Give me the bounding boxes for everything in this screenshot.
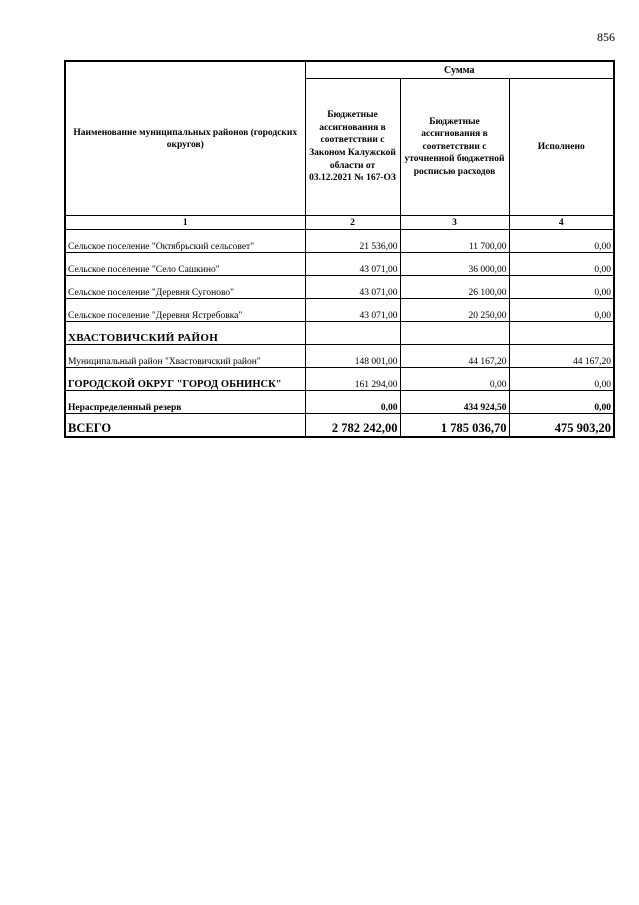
total-row: [65, 414, 614, 438]
table-row: [65, 299, 614, 322]
row-col2: 0,00: [305, 391, 400, 414]
row-name: Муниципальный район "Хвастовичский район": [65, 345, 305, 368]
section-row: [65, 322, 614, 345]
row-name: Сельское поселение "Село Сашкино": [65, 253, 305, 276]
row-name: Сельское поселение "Деревня Ястребовка": [65, 299, 305, 322]
row-col2: 21 536,00: [305, 230, 400, 253]
row-col2: 43 071,00: [305, 276, 400, 299]
header-col3: Бюджетные ассигнования в соответствии с уточненной бюджетной росписью расходов: [400, 79, 509, 216]
row-col3: 11 700,00: [400, 230, 509, 253]
row-col4: 0,00: [509, 276, 614, 299]
table-row: [65, 345, 614, 368]
column-number-3: 3: [400, 216, 509, 230]
row-col4: 0,00: [509, 368, 614, 391]
table-row: [65, 253, 614, 276]
header-name-column: Наименование муниципальных районов (городских округов): [65, 61, 305, 216]
row-col3: 0,00: [400, 368, 509, 391]
total-col4: 475 903,20: [509, 414, 614, 438]
total-name: ВСЕГО: [65, 414, 305, 438]
page-number: 856: [597, 30, 615, 44]
row-col3: 26 100,00: [400, 276, 509, 299]
total-col2: 2 782 242,00: [305, 414, 400, 438]
row-col4: 44 167,20: [509, 345, 614, 368]
header-summa: Сумма: [305, 61, 614, 79]
row-col4: 0,00: [509, 230, 614, 253]
row-col2: 161 294,00: [305, 368, 400, 391]
row-col3: 434 924,50: [400, 391, 509, 414]
row-col2: 148 001,00: [305, 345, 400, 368]
row-col3: 36 000,00: [400, 253, 509, 276]
row-col2: 43 071,00: [305, 253, 400, 276]
row-name: Нераспределенный резерв: [65, 391, 305, 414]
row-col2: 43 071,00: [305, 299, 400, 322]
row-col4: 0,00: [509, 391, 614, 414]
row-name: Сельское поселение "Октябрьский сельсовет": [65, 230, 305, 253]
table-row: [65, 368, 614, 391]
table-row: [65, 230, 614, 253]
row-col4: [509, 322, 614, 345]
row-col3: [400, 322, 509, 345]
row-name: ГОРОДСКОЙ ОКРУГ "ГОРОД ОБНИНСК": [65, 368, 305, 391]
row-name: Сельское поселение "Деревня Сугоново": [65, 276, 305, 299]
section-name: ХВАСТОВИЧСКИЙ РАЙОН: [65, 322, 305, 345]
row-col4: 0,00: [509, 299, 614, 322]
header-col4: Исполнено: [509, 79, 614, 216]
column-number-2: 2: [305, 216, 400, 230]
row-col2: [305, 322, 400, 345]
total-col3: 1 785 036,70: [400, 414, 509, 438]
table-row: [65, 391, 614, 414]
table-row: [65, 276, 614, 299]
row-col3: 20 250,00: [400, 299, 509, 322]
row-col4: 0,00: [509, 253, 614, 276]
budget-table: [64, 60, 615, 438]
row-col3: 44 167,20: [400, 345, 509, 368]
column-number-4: 4: [509, 216, 614, 230]
column-number-1: 1: [65, 216, 305, 230]
header-col2: Бюджетные ассигнования в соответствии с Законом Калужской области от 03.12.2021 № 167-ОЗ: [305, 79, 400, 216]
